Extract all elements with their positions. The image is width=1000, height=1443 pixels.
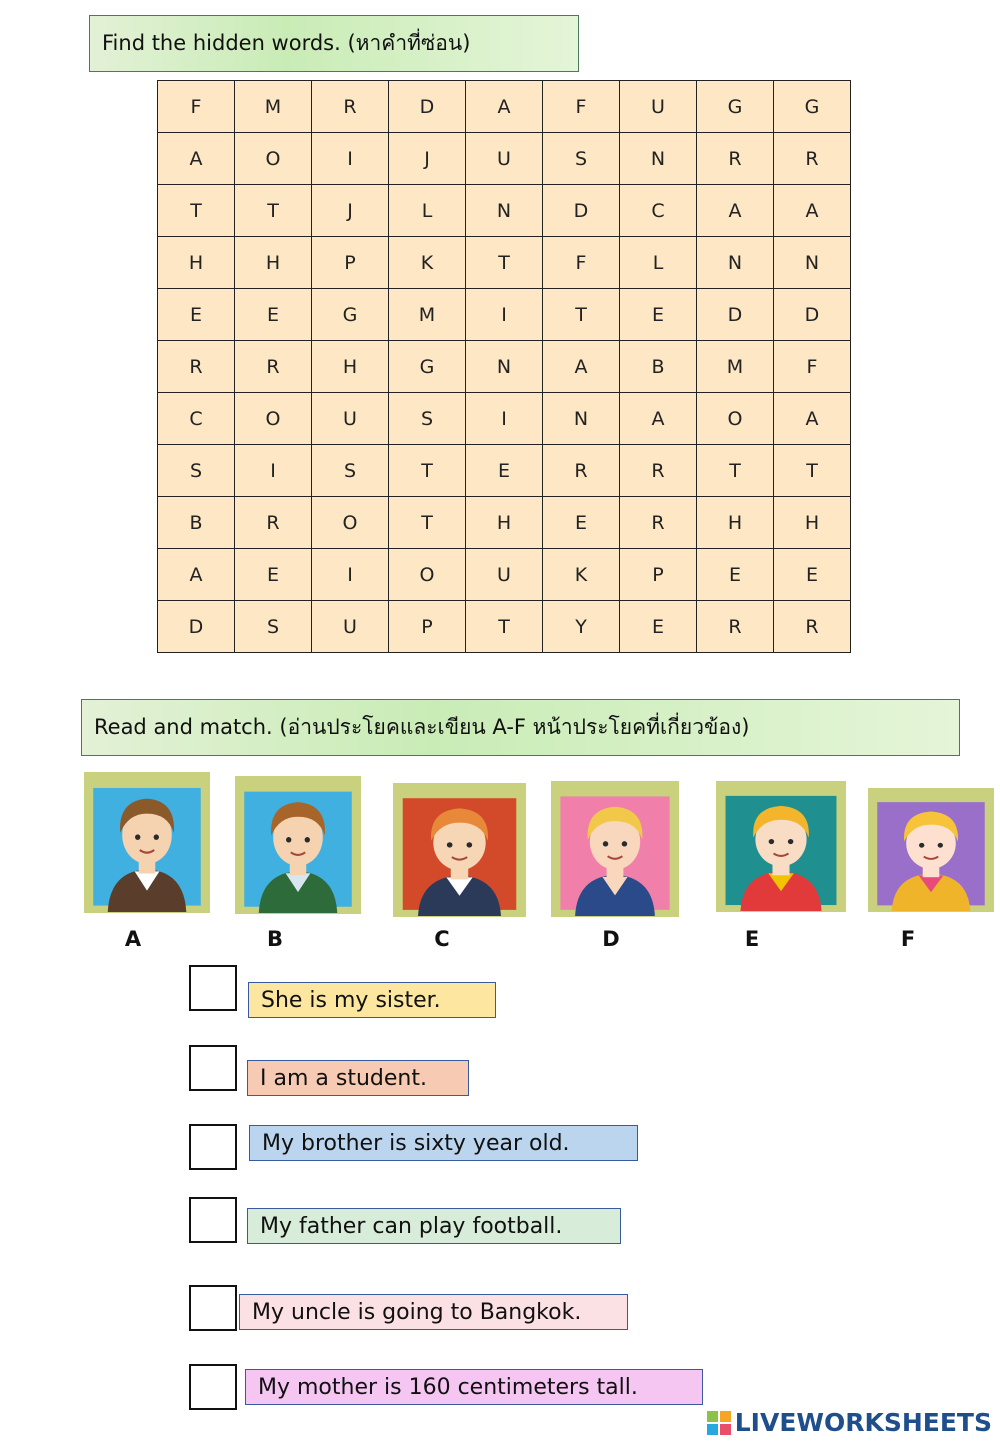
picture-a [84, 772, 210, 913]
grid-cell[interactable]: D [543, 185, 620, 237]
grid-cell[interactable]: N [774, 237, 851, 289]
grid-cell[interactable]: R [774, 601, 851, 653]
grid-cell[interactable]: A [774, 393, 851, 445]
grid-cell[interactable]: O [235, 393, 312, 445]
grid-cell[interactable]: U [620, 81, 697, 133]
grid-cell[interactable]: A [158, 133, 235, 185]
grid-row [158, 393, 851, 445]
grid-cell[interactable]: F [774, 341, 851, 393]
answer-box-3[interactable] [189, 1124, 237, 1170]
grid-cell[interactable]: F [543, 81, 620, 133]
grid-cell[interactable]: S [158, 445, 235, 497]
grid-cell[interactable]: N [543, 393, 620, 445]
grid-row [158, 341, 851, 393]
section-title-read-match [81, 699, 960, 756]
portrait-drawing [85, 773, 209, 912]
answer-box-4[interactable] [189, 1197, 237, 1243]
grid-cell[interactable]: G [389, 341, 466, 393]
grid-row [158, 133, 851, 185]
grid-cell[interactable]: U [312, 393, 389, 445]
grid-cell[interactable]: B [620, 341, 697, 393]
grid-cell[interactable]: O [389, 549, 466, 601]
grid-cell[interactable]: M [389, 289, 466, 341]
grid-cell[interactable]: T [466, 237, 543, 289]
grid-cell[interactable]: G [774, 81, 851, 133]
grid-cell[interactable]: P [312, 237, 389, 289]
grid-cell[interactable]: E [235, 549, 312, 601]
picture-label-d: D [602, 927, 620, 951]
grid-row [158, 549, 851, 601]
sentence-5 [239, 1294, 628, 1330]
grid-row [158, 601, 851, 653]
grid-cell[interactable]: H [312, 341, 389, 393]
sentence-6 [245, 1369, 703, 1405]
portrait-drawing [394, 784, 525, 916]
grid-cell[interactable]: P [389, 601, 466, 653]
grid-cell[interactable]: R [697, 601, 774, 653]
grid-cell[interactable]: T [543, 289, 620, 341]
grid-row [158, 289, 851, 341]
sentence-4 [247, 1208, 621, 1244]
grid-cell[interactable]: E [158, 289, 235, 341]
grid-cell[interactable]: O [697, 393, 774, 445]
grid-cell[interactable]: A [697, 185, 774, 237]
grid-cell[interactable]: U [312, 601, 389, 653]
picture-label-c: C [434, 927, 450, 951]
grid-cell[interactable]: T [389, 497, 466, 549]
answer-box-2[interactable] [189, 1045, 237, 1091]
grid-cell[interactable]: E [235, 289, 312, 341]
picture-e [716, 781, 846, 912]
grid-cell[interactable]: R [620, 445, 697, 497]
grid-cell[interactable]: D [697, 289, 774, 341]
grid-cell[interactable]: T [158, 185, 235, 237]
grid-cell[interactable]: H [774, 497, 851, 549]
grid-cell[interactable]: O [235, 133, 312, 185]
answer-box-5[interactable] [189, 1285, 237, 1331]
grid-cell[interactable]: L [620, 237, 697, 289]
grid-cell[interactable]: T [466, 601, 543, 653]
logo-text: LIVEWORKSHEETS [734, 1408, 992, 1437]
grid-cell[interactable]: C [620, 185, 697, 237]
picture-c [393, 783, 526, 917]
sentence-text: I am a student. [260, 1065, 427, 1091]
grid-cell[interactable]: E [774, 549, 851, 601]
grid-cell[interactable]: S [543, 133, 620, 185]
grid-cell[interactable]: U [466, 133, 543, 185]
portrait-drawing [236, 777, 360, 913]
grid-cell[interactable]: A [543, 341, 620, 393]
grid-cell[interactable]: M [235, 81, 312, 133]
grid-cell[interactable]: O [312, 497, 389, 549]
grid-cell[interactable]: R [235, 341, 312, 393]
grid-cell[interactable]: L [389, 185, 466, 237]
sentence-2 [247, 1060, 469, 1096]
grid-cell[interactable]: H [697, 497, 774, 549]
grid-cell[interactable]: A [158, 549, 235, 601]
grid-cell[interactable]: B [158, 497, 235, 549]
grid-cell[interactable]: E [620, 601, 697, 653]
picture-b [235, 776, 361, 914]
grid-cell[interactable]: G [312, 289, 389, 341]
answer-box-1[interactable] [189, 965, 237, 1011]
grid-cell[interactable]: R [774, 133, 851, 185]
grid-cell[interactable]: R [312, 81, 389, 133]
grid-cell[interactable]: P [620, 549, 697, 601]
picture-label-a: A [124, 927, 142, 951]
grid-cell[interactable]: I [312, 549, 389, 601]
grid-cell[interactable]: C [158, 393, 235, 445]
grid-cell[interactable]: H [466, 497, 543, 549]
grid-cell[interactable]: N [697, 237, 774, 289]
grid-cell[interactable]: I [312, 133, 389, 185]
sentence-1 [248, 982, 496, 1018]
grid-cell[interactable]: R [158, 341, 235, 393]
grid-cell[interactable]: S [235, 601, 312, 653]
grid-cell[interactable]: U [466, 549, 543, 601]
picture-label-f: F [900, 927, 916, 951]
grid-row [158, 237, 851, 289]
grid-cell[interactable]: R [620, 497, 697, 549]
grid-cell[interactable]: E [620, 289, 697, 341]
grid-cell[interactable]: I [235, 445, 312, 497]
portrait-drawing [869, 789, 993, 911]
picture-f [868, 788, 994, 912]
grid-cell[interactable]: T [774, 445, 851, 497]
grid-cell[interactable]: M [697, 341, 774, 393]
grid-cell[interactable]: A [774, 185, 851, 237]
grid-row [158, 445, 851, 497]
grid-row [158, 497, 851, 549]
grid-cell[interactable]: N [620, 133, 697, 185]
sentence-text: My brother is sixty year old. [262, 1130, 570, 1156]
picture-d [551, 781, 679, 917]
portrait-drawing [552, 782, 678, 916]
grid-cell[interactable]: Y [543, 601, 620, 653]
grid-cell[interactable]: A [620, 393, 697, 445]
grid-cell[interactable]: K [543, 549, 620, 601]
picture-label-b: B [266, 927, 283, 951]
section-title-find-words [89, 15, 579, 72]
grid-cell[interactable]: N [466, 341, 543, 393]
sentence-3 [249, 1125, 638, 1161]
grid-cell[interactable]: I [466, 289, 543, 341]
grid-cell[interactable]: E [466, 445, 543, 497]
section-title-text: Find the hidden words. (หาคำที่ซ่อน) [102, 31, 471, 55]
grid-row [158, 185, 851, 237]
grid-cell[interactable]: E [543, 497, 620, 549]
grid-cell[interactable]: R [235, 497, 312, 549]
portrait-drawing [717, 782, 845, 911]
section-title-text: Read and match. (อ่านประโยคและเขียน A-F หน้าประโยคที่เกี่ยวข้อง) [94, 715, 750, 739]
grid-row [158, 81, 851, 133]
grid-cell[interactable]: D [774, 289, 851, 341]
grid-cell[interactable]: A [466, 81, 543, 133]
grid-cell[interactable]: E [697, 549, 774, 601]
grid-cell[interactable]: T [389, 445, 466, 497]
grid-cell[interactable]: D [158, 601, 235, 653]
sentence-text: My father can play football. [260, 1213, 563, 1239]
grid-cell[interactable]: H [235, 237, 312, 289]
grid-cell[interactable]: S [312, 445, 389, 497]
grid-cell[interactable]: N [466, 185, 543, 237]
answer-box-6[interactable] [189, 1364, 237, 1410]
grid-cell[interactable]: F [543, 237, 620, 289]
grid-cell[interactable]: F [158, 81, 235, 133]
grid-cell[interactable]: S [389, 393, 466, 445]
grid-cell[interactable]: G [697, 81, 774, 133]
sentence-text: My mother is 160 centimeters tall. [258, 1374, 638, 1400]
grid-cell[interactable]: K [389, 237, 466, 289]
grid-cell[interactable]: J [389, 133, 466, 185]
liveworksheets-logo [706, 1408, 992, 1437]
grid-cell[interactable]: I [466, 393, 543, 445]
grid-cell[interactable]: D [389, 81, 466, 133]
grid-cell[interactable]: J [312, 185, 389, 237]
grid-cell[interactable]: R [543, 445, 620, 497]
grid-cell[interactable]: R [697, 133, 774, 185]
logo-icon [706, 1410, 732, 1436]
grid-cell[interactable]: T [235, 185, 312, 237]
sentence-text: My uncle is going to Bangkok. [252, 1299, 582, 1325]
grid-cell[interactable]: H [158, 237, 235, 289]
word-search-grid [157, 80, 851, 653]
grid-cell[interactable]: T [697, 445, 774, 497]
sentence-text: She is my sister. [261, 987, 441, 1013]
picture-label-e: E [744, 927, 760, 951]
